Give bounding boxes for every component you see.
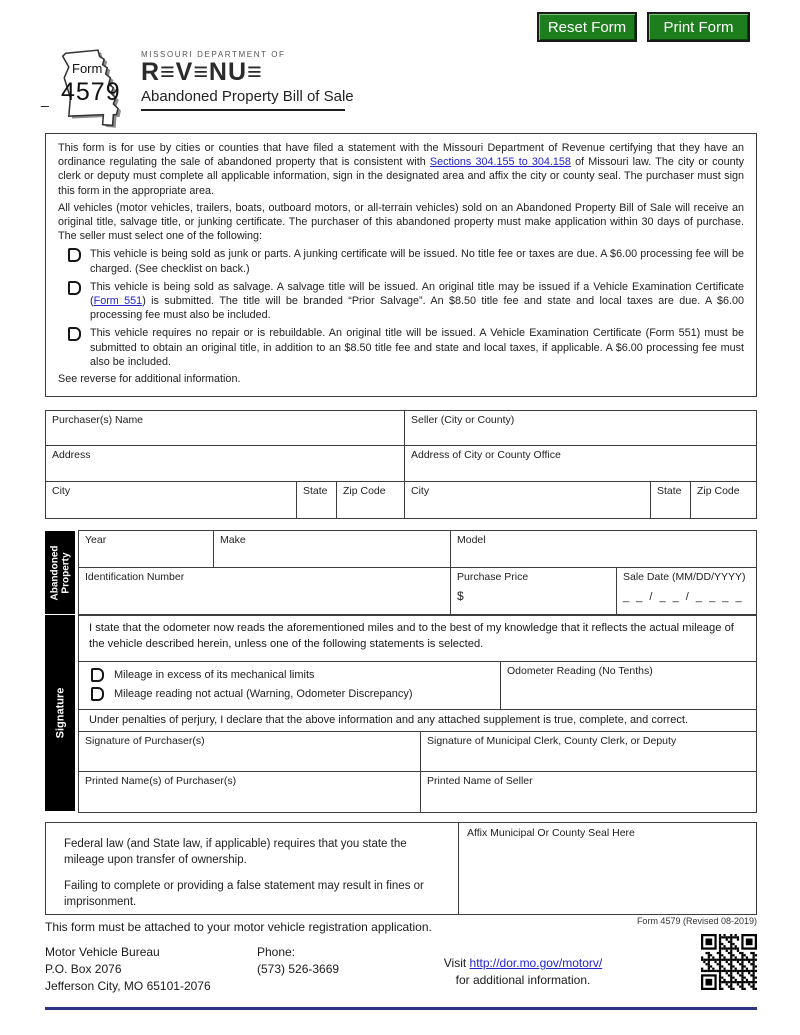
form-word: Form: [72, 61, 103, 76]
abandoned-property-table: [78, 530, 757, 615]
intro-p1-text-after: of Missouri law. The city or county clerk or deputy must complete all applicable information, sign in the designated area and affix the city or county seal. The purchaser must sign this form in the appropriate area.: [58, 156, 744, 197]
sale-date-field[interactable]: [617, 568, 756, 614]
seller-zip-field[interactable]: Zip Code: [697, 485, 740, 497]
odometer-reading-field[interactable]: Odometer Reading (No Tenths): [507, 665, 653, 677]
salvage-checkbox[interactable]: [68, 281, 81, 295]
signature-section-label: [45, 615, 75, 811]
make-field[interactable]: Make: [214, 531, 451, 567]
intro-paragraph-2: All vehicles (motor vehicles, trailers, boats, outboard motors, or all-terrain vehicles) sold on an Abandoned Property Bill of Sale will receive an original title, salvage title, or junking certificate. The purchaser of this abandoned property must make application within 30 days of purchase. The seller must select one of the following:: [58, 201, 744, 243]
abandoned-property-section-label: [45, 531, 75, 614]
bureau-city-state-zip: Jefferson City, MO 65101-2076: [45, 979, 211, 993]
phone-number: (573) 526-3669: [257, 962, 340, 976]
rebuildable-option-label: This vehicle requires no repair or is rebuildable. An original title will be issued. A Vehicle Examination Certificate (Form 551) must be submitted to obtain an original title, in addition to an $8.50 title fee and state and local taxes, if applicable. A $6.00 processing fee must also be included.: [90, 327, 744, 368]
printed-name-seller-field[interactable]: Printed Name of Seller: [427, 775, 533, 787]
mileage-not-actual-checkbox[interactable]: [91, 687, 104, 701]
option-salvage: [68, 280, 744, 323]
visit-text-after: for additional information.: [455, 973, 591, 987]
federal-law-p2: Failing to complete or providing a false statement may result in fines or imprisonment.: [64, 880, 424, 908]
see-reverse-note: See reverse for additional information.: [58, 373, 241, 386]
parties-table: [45, 410, 757, 519]
purchase-price-label: Purchase Price: [457, 571, 529, 583]
purchase-price-field[interactable]: [451, 568, 617, 614]
seal-area: Affix Municipal Or County Seal Here: [467, 827, 635, 839]
signature-table: [78, 615, 757, 813]
phone-label: Phone:: [257, 945, 296, 959]
title-underline: [141, 109, 345, 111]
federal-law-text: [46, 823, 459, 914]
signature-of-purchaser-field[interactable]: Signature of Purchaser(s): [79, 732, 421, 771]
reset-form-button[interactable]: Reset Form: [537, 12, 637, 42]
salvage-option-label: [90, 280, 744, 323]
purchaser-address-field[interactable]: Address: [46, 446, 405, 481]
mileage-excess-label: Mileage in excess of its mechanical limits: [114, 669, 315, 681]
print-form-button[interactable]: Print Form: [647, 12, 750, 42]
visit-text: Visit: [443, 956, 470, 970]
qr-code-icon: [701, 934, 757, 990]
purchaser-city-field[interactable]: City: [46, 482, 297, 518]
signature-label-text: Signature: [54, 687, 67, 739]
purchaser-name-field[interactable]: Purchaser(s) Name: [46, 411, 405, 445]
ap-label-line1: Abandoned: [49, 545, 60, 600]
option-junk: [68, 247, 744, 275]
purchaser-state-field[interactable]: State: [297, 482, 337, 518]
form-number-dash: _: [41, 91, 49, 107]
dollar-sign: $: [457, 589, 464, 603]
identification-number-field[interactable]: Identification Number: [79, 568, 451, 614]
option-rebuildable: [68, 326, 744, 369]
sale-date-blanks: _ _ / _ _ / _ _ _ _: [623, 591, 744, 603]
revenue-logo-text: R≡V≡NU≡: [141, 58, 263, 86]
model-field[interactable]: Model: [457, 534, 486, 546]
form-number: 4579: [61, 78, 121, 106]
junk-option-label: This vehicle is being sold as junk or parts. A junking certificate will be issued. No title fee or taxes are due. A $6.00 processing fee will be charged. (See checklist on back.): [90, 248, 744, 275]
dor-website-link[interactable]: http://dor.mo.gov/motorv/: [469, 956, 603, 970]
perjury-statement: Under penalties of perjury, I declare that the above information and any attached supplement is true, complete, and correct.: [79, 710, 756, 732]
missouri-state-logo: [41, 44, 148, 130]
mileage-notice-box: [45, 822, 757, 915]
odometer-statement: I state that the odometer now reads the aforementioned miles and to the best of my knowledge that it reflects the actual mileage of the vehicle described herein, unless one of the following statements is selected.: [79, 616, 756, 662]
mileage-excess-checkbox[interactable]: [91, 668, 104, 682]
year-field[interactable]: Year: [79, 531, 214, 567]
bottom-rule: [45, 1007, 757, 1010]
bureau-address: [45, 944, 211, 995]
rebuildable-checkbox[interactable]: [68, 327, 81, 341]
salvage-text-before: This vehicle is being sold as salvage. A salvage title will be issued. An original title may be issued if a Vehicle Examination Certificate (: [90, 280, 744, 308]
intro-p1-text: This form is for use by cities or counties that have filed a statement with the Missouri Department of Revenue certifying that they have an ordinance regulating the sale of abandoned property that is consistent with: [58, 142, 744, 169]
department-line: MISSOURI DEPARTMENT OF: [141, 50, 286, 59]
form-title: Abandoned Property Bill of Sale: [141, 88, 354, 105]
instructions-box: [45, 133, 757, 397]
mileage-options-cell: [79, 662, 501, 709]
printed-name-purchaser-field[interactable]: Printed Name(s) of Purchaser(s): [79, 772, 421, 812]
federal-law-p1: Federal law (and State law, if applicable) requires that you state the mileage upon transfer of ownership.: [64, 838, 407, 866]
purchaser-zip-field[interactable]: Zip Code: [337, 482, 405, 518]
seller-field[interactable]: Seller (City or County): [411, 414, 515, 426]
agency-brand: [141, 50, 461, 111]
ap-label-line2: Property: [60, 551, 71, 594]
form-551-link[interactable]: Form 551: [93, 295, 143, 308]
sale-date-label: Sale Date (MM/DD/YYYY): [623, 571, 746, 583]
bureau-po-box: P.O. Box 2076: [45, 962, 122, 976]
intro-paragraph-1: [58, 141, 744, 198]
visit-block: [428, 955, 618, 989]
bureau-name: Motor Vehicle Bureau: [45, 945, 160, 959]
phone-block: [257, 944, 339, 978]
statute-link[interactable]: Sections 304.155 to 304.158: [429, 156, 571, 169]
salvage-text-after: ) is submitted. The title will be branded “Prior Salvage”. An $8.50 title fee and state and local taxes are due. A $6.00 processing fee must also be included.: [90, 295, 744, 322]
form-revision: Form 4579 (Revised 08-2019): [636, 916, 757, 926]
seller-address-field[interactable]: Address of City or County Office: [411, 449, 561, 461]
attach-note: This form must be attached to your motor vehicle registration application.: [45, 920, 432, 934]
junk-checkbox[interactable]: [68, 248, 81, 262]
seller-state-field[interactable]: State: [651, 482, 691, 518]
mileage-not-actual-label: Mileage reading not actual (Warning, Odometer Discrepancy): [114, 688, 413, 700]
seller-city-field[interactable]: City: [405, 482, 651, 518]
signature-of-clerk-field[interactable]: Signature of Municipal Clerk, County Clerk, or Deputy: [427, 735, 677, 747]
